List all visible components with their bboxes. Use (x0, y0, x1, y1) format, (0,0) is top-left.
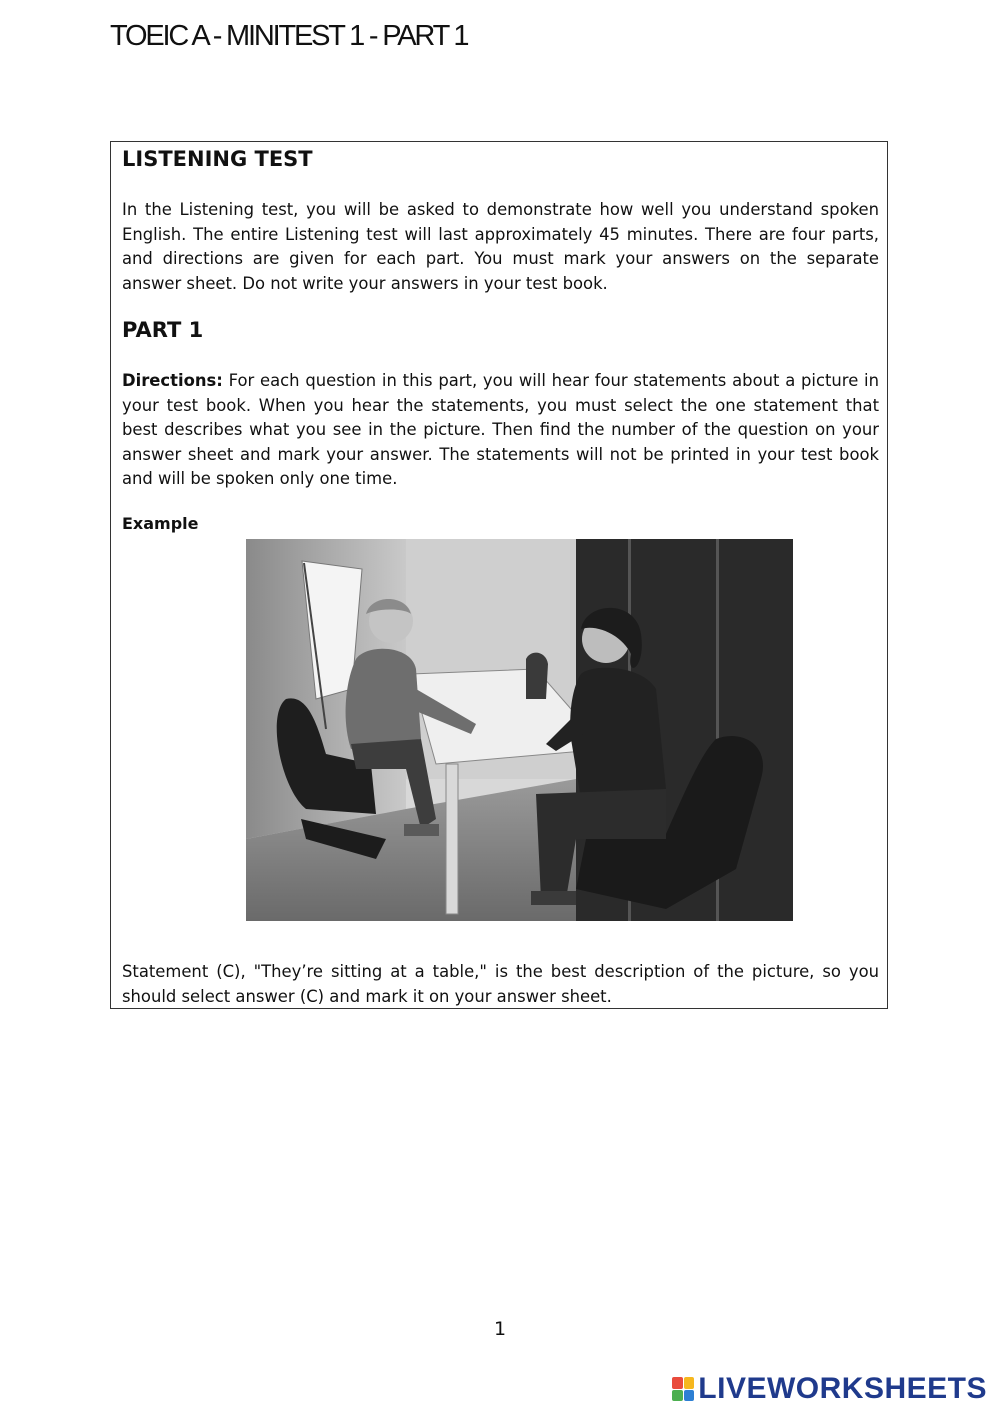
example-label: Example (122, 514, 199, 533)
liveworksheets-brand[interactable] (672, 1372, 987, 1406)
brand-name: LIVEWORKSHEETS (698, 1372, 987, 1405)
listening-intro: In the Listening test, you will be asked to demonstrate how well you understand spoken English. The entire Listening test will last approximately 45 minutes. There are four parts, and directions are given for each part. You must mark your answers on the separate answer sheet. Do not write your answers in your test book. (122, 200, 879, 293)
liveworksheets-logo-icon (672, 1377, 694, 1401)
listening-heading: LISTENING TEST (122, 147, 313, 171)
directions-label: Directions: (122, 371, 223, 390)
part1-heading: PART 1 (122, 318, 204, 342)
part1-directions (122, 369, 879, 492)
directions-text: For each question in this part, you will hear four statements about a picture in your test book. When you hear the statements, you must select the one statement that best describes what you see in the picture. Then find the number of the question on your answer sheet and mark your answer. The statements will not be printed in your test book and will be spoken only one time. (122, 371, 879, 488)
document-title: TOEIC A - MINITEST 1 - PART 1 (110, 20, 468, 52)
example-photo (246, 539, 793, 921)
example-statement: Statement (C), "They’re sitting at a table," is the best description of the picture, so you should select answer (C) and mark it on your answer sheet. (122, 962, 879, 1006)
page-number: 1 (493, 1318, 507, 1340)
instructions-box (110, 141, 888, 1009)
